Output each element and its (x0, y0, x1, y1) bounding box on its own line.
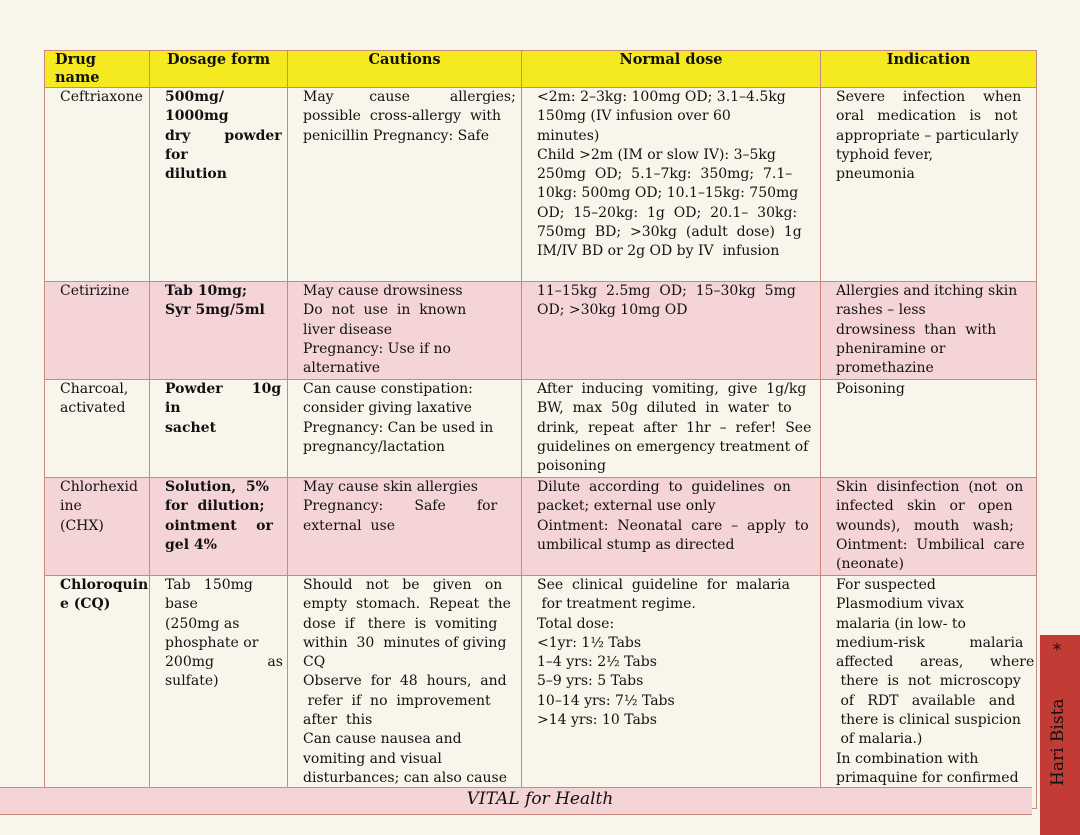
cell-text-line: Dilute according to guidelines on (537, 479, 791, 495)
cell-text-line: 750mg BD; >30kg (adult dose) 1g (537, 224, 802, 241)
cell-text-line: 200mg as (165, 654, 283, 671)
cell-text-line: May cause drowsiness (303, 283, 463, 299)
cell-text-line: penicillin Pregnancy: Safe (303, 127, 490, 144)
cell-text-line: In combination with (836, 750, 979, 767)
cell-text-line: CQ (303, 654, 326, 671)
cell-dosage-form (150, 576, 288, 809)
cell-text-line: of malaria.) (836, 731, 923, 748)
footer-title: VITAL for Health (466, 789, 614, 809)
cell-text-line: Pregnancy: Safe for (303, 498, 498, 515)
cell-text-line: Charcoal, (60, 381, 129, 397)
cell-drug-name (45, 282, 150, 380)
cell-text-line: Tab 150mg (165, 577, 253, 593)
cell-normal-dose (522, 478, 821, 576)
cell-text-line: May cause skin allergies (303, 479, 478, 495)
author-name: Hari Bista (1048, 698, 1068, 786)
cell-text-line: alternative (303, 360, 381, 377)
cell-text-line: sulfate) (165, 673, 219, 690)
cell-text-line: appropriate – particularly (836, 127, 1019, 144)
cell-text-line: typhoid fever, (836, 146, 934, 163)
header-normal-dose: Normal dose (522, 51, 821, 88)
cell-text-line: 5–9 yrs: 5 Tabs (537, 673, 644, 690)
cell-normal-dose (522, 282, 821, 380)
cell-text-line: Should not be given on (303, 577, 503, 593)
cell-text-line: sachet (165, 419, 217, 436)
cell-text-line: Pregnancy: Can be used in (303, 419, 494, 436)
cell-text-line: within 30 minutes of giving (303, 634, 507, 651)
cell-dosage-form (150, 282, 288, 380)
cell-drug-name (45, 478, 150, 576)
cell-text-line: ine (60, 498, 82, 515)
cell-text-line: 11–15kg 2.5mg OD; 15–30kg 5mg (537, 283, 796, 299)
header-indication: Indication (821, 51, 1037, 88)
cell-text-line: dry powder (165, 127, 282, 144)
cell-text-line: activated (60, 400, 126, 417)
cell-indication (821, 282, 1037, 380)
cell-text-line: <1yr: 1½ Tabs (537, 634, 642, 651)
cell-text-line: there is not microscopy (836, 673, 1021, 690)
cell-text-line: 1000mg (165, 108, 229, 125)
cell-text-line: After inducing vomiting, give 1g/kg (537, 381, 807, 397)
cell-text-line: (250mg as (165, 615, 240, 632)
cell-text-line: disturbances; can also cause (303, 769, 507, 786)
table-row (45, 478, 1037, 576)
cell-drug-name (45, 88, 150, 282)
header-dosage-form: Dosage form (150, 51, 288, 88)
cell-text-line: of RDT available and (836, 692, 1016, 709)
cell-text-line: Child >2m (IM or slow IV): 3–5kg (537, 146, 776, 163)
cell-text-line: umbilical stump as directed (537, 536, 735, 553)
cell-text-line: Solution, 5% (165, 479, 269, 495)
cell-text-line: external use (303, 517, 396, 534)
cell-normal-dose (522, 380, 821, 478)
cell-text-line: for (165, 146, 188, 163)
cell-text-line: Total dose: (537, 615, 615, 632)
cell-dosage-form (150, 478, 288, 576)
header-drug-name: Drug name (45, 51, 150, 88)
cell-text-line: ointment or (165, 517, 273, 534)
cell-text-line: primaquine for confirmed (836, 769, 1019, 786)
cell-drug-name (45, 576, 150, 809)
table-row (45, 282, 1037, 380)
cell-text-line: May cause allergies; (303, 89, 516, 105)
cell-text-line: For suspected (836, 577, 936, 593)
cell-text-line: phosphate or (165, 634, 259, 651)
cell-text-line: there is clinical suspicion (836, 712, 1021, 729)
cell-text-line: Plasmodium vivax (836, 596, 964, 613)
drug-formulary-table (44, 50, 1037, 809)
cell-text-line: Tab 10mg; (165, 283, 248, 299)
cell-text-line: Chlorhexid (60, 479, 138, 495)
cell-indication (821, 88, 1037, 282)
cell-text-line: IM/IV BD or 2g OD by IV infusion (537, 243, 780, 260)
cell-dosage-form (150, 380, 288, 478)
cell-text-line: empty stomach. Repeat the (303, 596, 511, 613)
cell-text-line: minutes) (537, 127, 600, 144)
cell-text-line: pneumonia (836, 166, 915, 183)
cell-text-line: consider giving laxative (303, 400, 472, 417)
cell-text-line: for treatment regime. (537, 596, 696, 613)
cell-text-line: 250mg OD; 5.1–7kg: 350mg; 7.1– (537, 166, 793, 183)
cell-text-line: infected skin or open (836, 498, 1013, 515)
cell-text-line: Pregnancy: Use if no (303, 340, 451, 357)
cell-indication (821, 380, 1037, 478)
cell-text-line: 500mg/ (165, 89, 224, 105)
cell-normal-dose (522, 88, 821, 282)
cell-text-line: for dilution; (165, 498, 265, 515)
table-row (45, 88, 1037, 282)
cell-text-line: refer if no improvement (303, 692, 491, 709)
table-header-row (45, 51, 1037, 88)
cell-cautions (288, 282, 522, 380)
cell-text-line: dose if there is vomiting (303, 615, 498, 632)
cell-text-line: Ointment: Neonatal care – apply to (537, 517, 809, 534)
cell-text-line: malaria (in low- to (836, 615, 966, 632)
cell-text-line: gel 4% (165, 536, 217, 553)
cell-drug-name (45, 380, 150, 478)
cell-text-line: OD; >30kg 10mg OD (537, 302, 688, 319)
cell-text-line: oral medication is not (836, 108, 1018, 125)
cell-text-line: pregnancy/lactation (303, 438, 445, 455)
cell-text-line: Can cause nausea and (303, 731, 462, 748)
cell-text-line: 150mg (IV infusion over 60 (537, 108, 731, 125)
cell-text-line: poisoning (537, 458, 606, 475)
cell-text-line: liver disease (303, 321, 393, 338)
cell-text-line: >14 yrs: 10 Tabs (537, 712, 657, 729)
cell-text-line: rashes – less (836, 302, 926, 319)
table-row (45, 380, 1037, 478)
cell-text-line: Ointment: Umbilical care (836, 536, 1025, 553)
author-marker: * (1053, 640, 1061, 659)
cell-indication (821, 576, 1037, 809)
cell-text-line: Ceftriaxone (60, 89, 143, 105)
table-row (45, 576, 1037, 809)
cell-normal-dose (522, 576, 821, 809)
cell-text-line: 10–14 yrs: 7½ Tabs (537, 692, 675, 709)
cell-text-line: Allergies and itching skin (836, 283, 1018, 299)
cell-text-line: vomiting and visual (303, 750, 442, 767)
cell-text-line: drowsiness than with (836, 321, 997, 338)
cell-text-line: OD; 15–20kg: 1g OD; 20.1– 30kg: (537, 204, 798, 221)
cell-text-line: Skin disinfection (not on (836, 479, 1024, 495)
cell-text-line: pheniramine or (836, 340, 946, 357)
cell-text-line: Chloroquin (60, 577, 149, 593)
cell-text-line: guidelines on emergency treatment of (537, 438, 809, 455)
header-cautions: Cautions (288, 51, 522, 88)
cell-text-line: (neonate) (836, 556, 904, 573)
cell-text-line: e (CQ) (60, 596, 111, 613)
cell-text-line: base (165, 596, 198, 613)
cell-text-line: Can cause constipation: (303, 381, 473, 397)
cell-text-line: packet; external use only (537, 498, 716, 515)
cell-cautions (288, 380, 522, 478)
cell-dosage-form (150, 88, 288, 282)
cell-text-line: Severe infection when (836, 89, 1022, 105)
cell-text-line: BW, max 50g diluted in water to (537, 400, 792, 417)
cell-cautions (288, 478, 522, 576)
cell-text-line: drink, repeat after 1hr – refer! See (537, 419, 812, 436)
cell-text-line: Syr 5mg/5ml (165, 302, 265, 319)
cell-text-line: (CHX) (60, 517, 104, 534)
cell-text-line: Cetirizine (60, 283, 130, 299)
cell-text-line: Do not use in known (303, 302, 467, 319)
cell-text-line: Observe for 48 hours, and (303, 673, 507, 690)
cell-text-line: possible cross-allergy with (303, 108, 502, 125)
cell-text-line: affected areas, where (836, 654, 1035, 671)
cell-text-line: in (165, 400, 181, 417)
cell-text-line: promethazine (836, 360, 934, 377)
cell-cautions (288, 576, 522, 809)
cell-indication (821, 478, 1037, 576)
cell-text-line: 10kg: 500mg OD; 10.1–15kg: 750mg (537, 185, 799, 202)
cell-text-line: Poisoning (836, 381, 905, 397)
cell-text-line: medium-risk malaria (836, 634, 1024, 651)
cell-text-line: 1–4 yrs: 2½ Tabs (537, 654, 657, 671)
cell-cautions (288, 88, 522, 282)
cell-text-line: dilution (165, 166, 227, 183)
cell-text-line: wounds), mouth wash; (836, 517, 1014, 534)
cell-text-line: after this (303, 712, 373, 729)
cell-text-line: <2m: 2–3kg: 100mg OD; 3.1–4.5kg (537, 89, 786, 105)
cell-text-line: Powder 10g (165, 381, 282, 397)
cell-text-line: See clinical guideline for malaria (537, 577, 790, 593)
